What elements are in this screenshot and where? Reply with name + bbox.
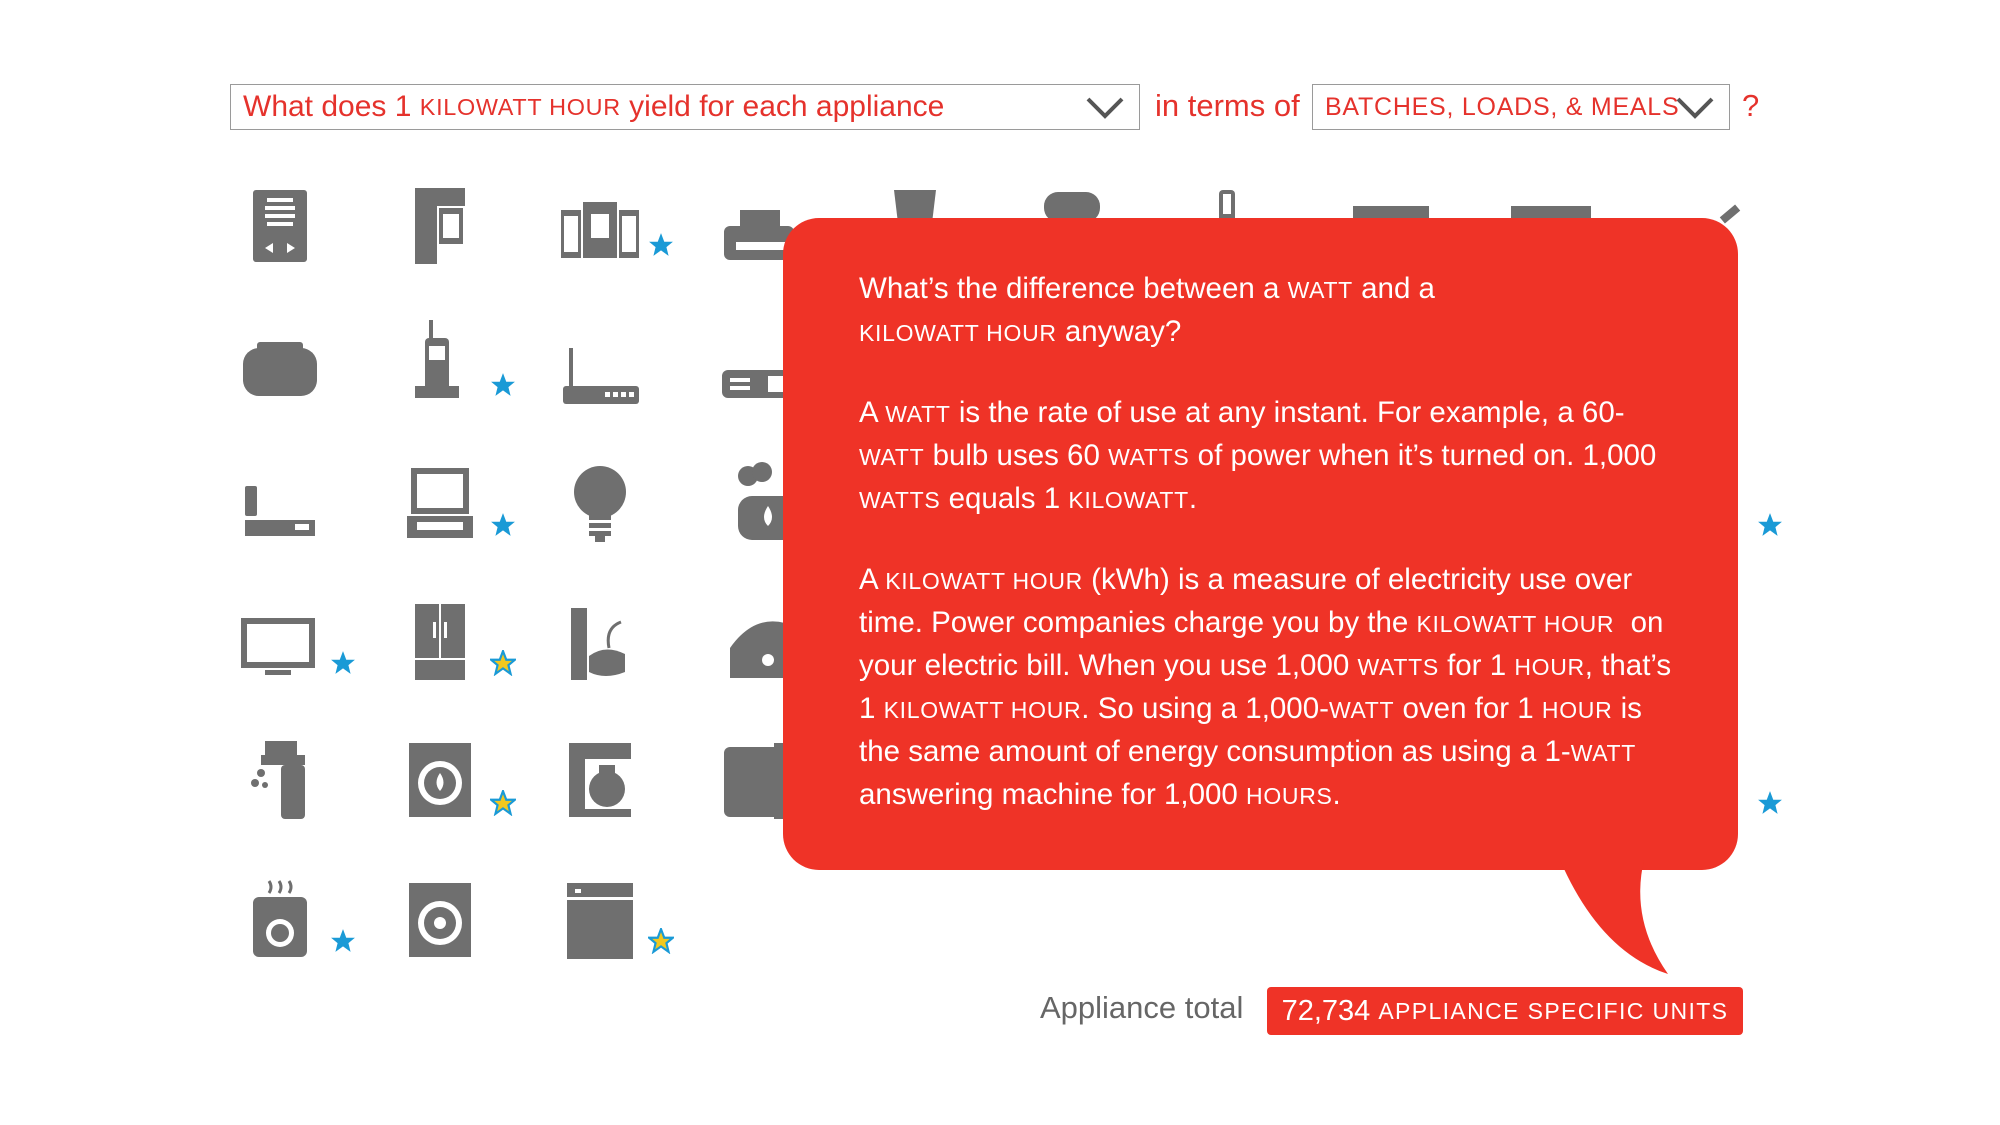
game-console-icon[interactable] bbox=[555, 598, 645, 688]
bubble-heading: What’s the difference between a WATT and a KILOWATT HOUR anyway? bbox=[859, 272, 1435, 348]
answering-machine-icon[interactable] bbox=[235, 180, 325, 270]
question-bar bbox=[0, 84, 2000, 132]
chevron-down-icon bbox=[1085, 94, 1125, 120]
measure-label: BATCHES, LOADS, & MEALS bbox=[1325, 92, 1680, 121]
question-mark: ? bbox=[1742, 88, 1760, 123]
star-icon bbox=[490, 512, 516, 538]
television-icon[interactable] bbox=[235, 598, 325, 688]
water-dispenser-icon[interactable] bbox=[395, 180, 485, 270]
cleaning-spray-icon[interactable] bbox=[235, 735, 325, 825]
washing-machine-icon[interactable] bbox=[395, 735, 485, 825]
router-icon[interactable] bbox=[555, 340, 645, 430]
star-icon bbox=[330, 650, 356, 676]
dishwasher-icon[interactable] bbox=[555, 875, 645, 965]
dryer-icon[interactable] bbox=[395, 875, 485, 965]
cordless-phone-icon[interactable] bbox=[395, 318, 485, 408]
appliance-total-value: 72,734 bbox=[1281, 994, 1371, 1027]
dvr-remote-icon[interactable] bbox=[235, 458, 325, 548]
toaster-icon[interactable] bbox=[235, 318, 325, 408]
light-bulb-icon[interactable] bbox=[555, 458, 645, 548]
bubble-tail bbox=[1560, 860, 1680, 980]
question-connector: in terms of bbox=[1155, 88, 1300, 123]
appliance-total-badge bbox=[1267, 987, 1743, 1035]
info-tooltip-bubble bbox=[783, 218, 1738, 870]
star-icon bbox=[330, 928, 356, 954]
question-suffix: yield for each appliance bbox=[629, 90, 945, 123]
stereo-icon[interactable] bbox=[555, 180, 645, 270]
measure-select[interactable] bbox=[1312, 84, 1730, 130]
star-icon bbox=[1757, 512, 1783, 538]
coffee-maker-icon[interactable] bbox=[555, 735, 645, 825]
laptop-icon[interactable] bbox=[395, 458, 485, 548]
appliance-total-unit: APPLIANCE SPECIFIC UNITS bbox=[1378, 997, 1729, 1024]
star-icon bbox=[1757, 790, 1783, 816]
bubble-watt-paragraph: A WATT is the rate of use at any instant. For example, a 60- WATT bulb uses 60 WATTS of power when it’s turned on. 1,000 WATTS equals 1 KILOWATT. bbox=[859, 396, 1657, 515]
star-outline-icon bbox=[490, 650, 516, 676]
star-outline-icon bbox=[648, 928, 674, 954]
crock-pot-icon[interactable] bbox=[235, 875, 325, 965]
appliance-total-label: Appliance total bbox=[1040, 990, 1244, 1025]
star-outline-icon bbox=[490, 790, 516, 816]
star-icon bbox=[490, 372, 516, 398]
appliance-question-select[interactable] bbox=[230, 84, 1140, 130]
star-icon bbox=[648, 232, 674, 258]
question-unit: KILOWATT HOUR bbox=[419, 93, 621, 120]
question-prefix: What does 1 bbox=[243, 90, 412, 123]
bubble-kwh-paragraph: A KILOWATT HOUR (kWh) is a measure of electricity use over time. Power companies charge you by the KILOWATT HOUR on your electric bill. When you use 1,000 WATTS for 1 HOUR, that’s 1 KILOWATT HOUR. So using a 1,000-WATT oven for 1 HOUR is the same amount of energy consumption as using a 1-WATT answering machine for 1,000 HOURS. bbox=[859, 563, 1672, 811]
chevron-down-icon bbox=[1675, 94, 1715, 120]
refrigerator-icon[interactable] bbox=[395, 598, 485, 688]
